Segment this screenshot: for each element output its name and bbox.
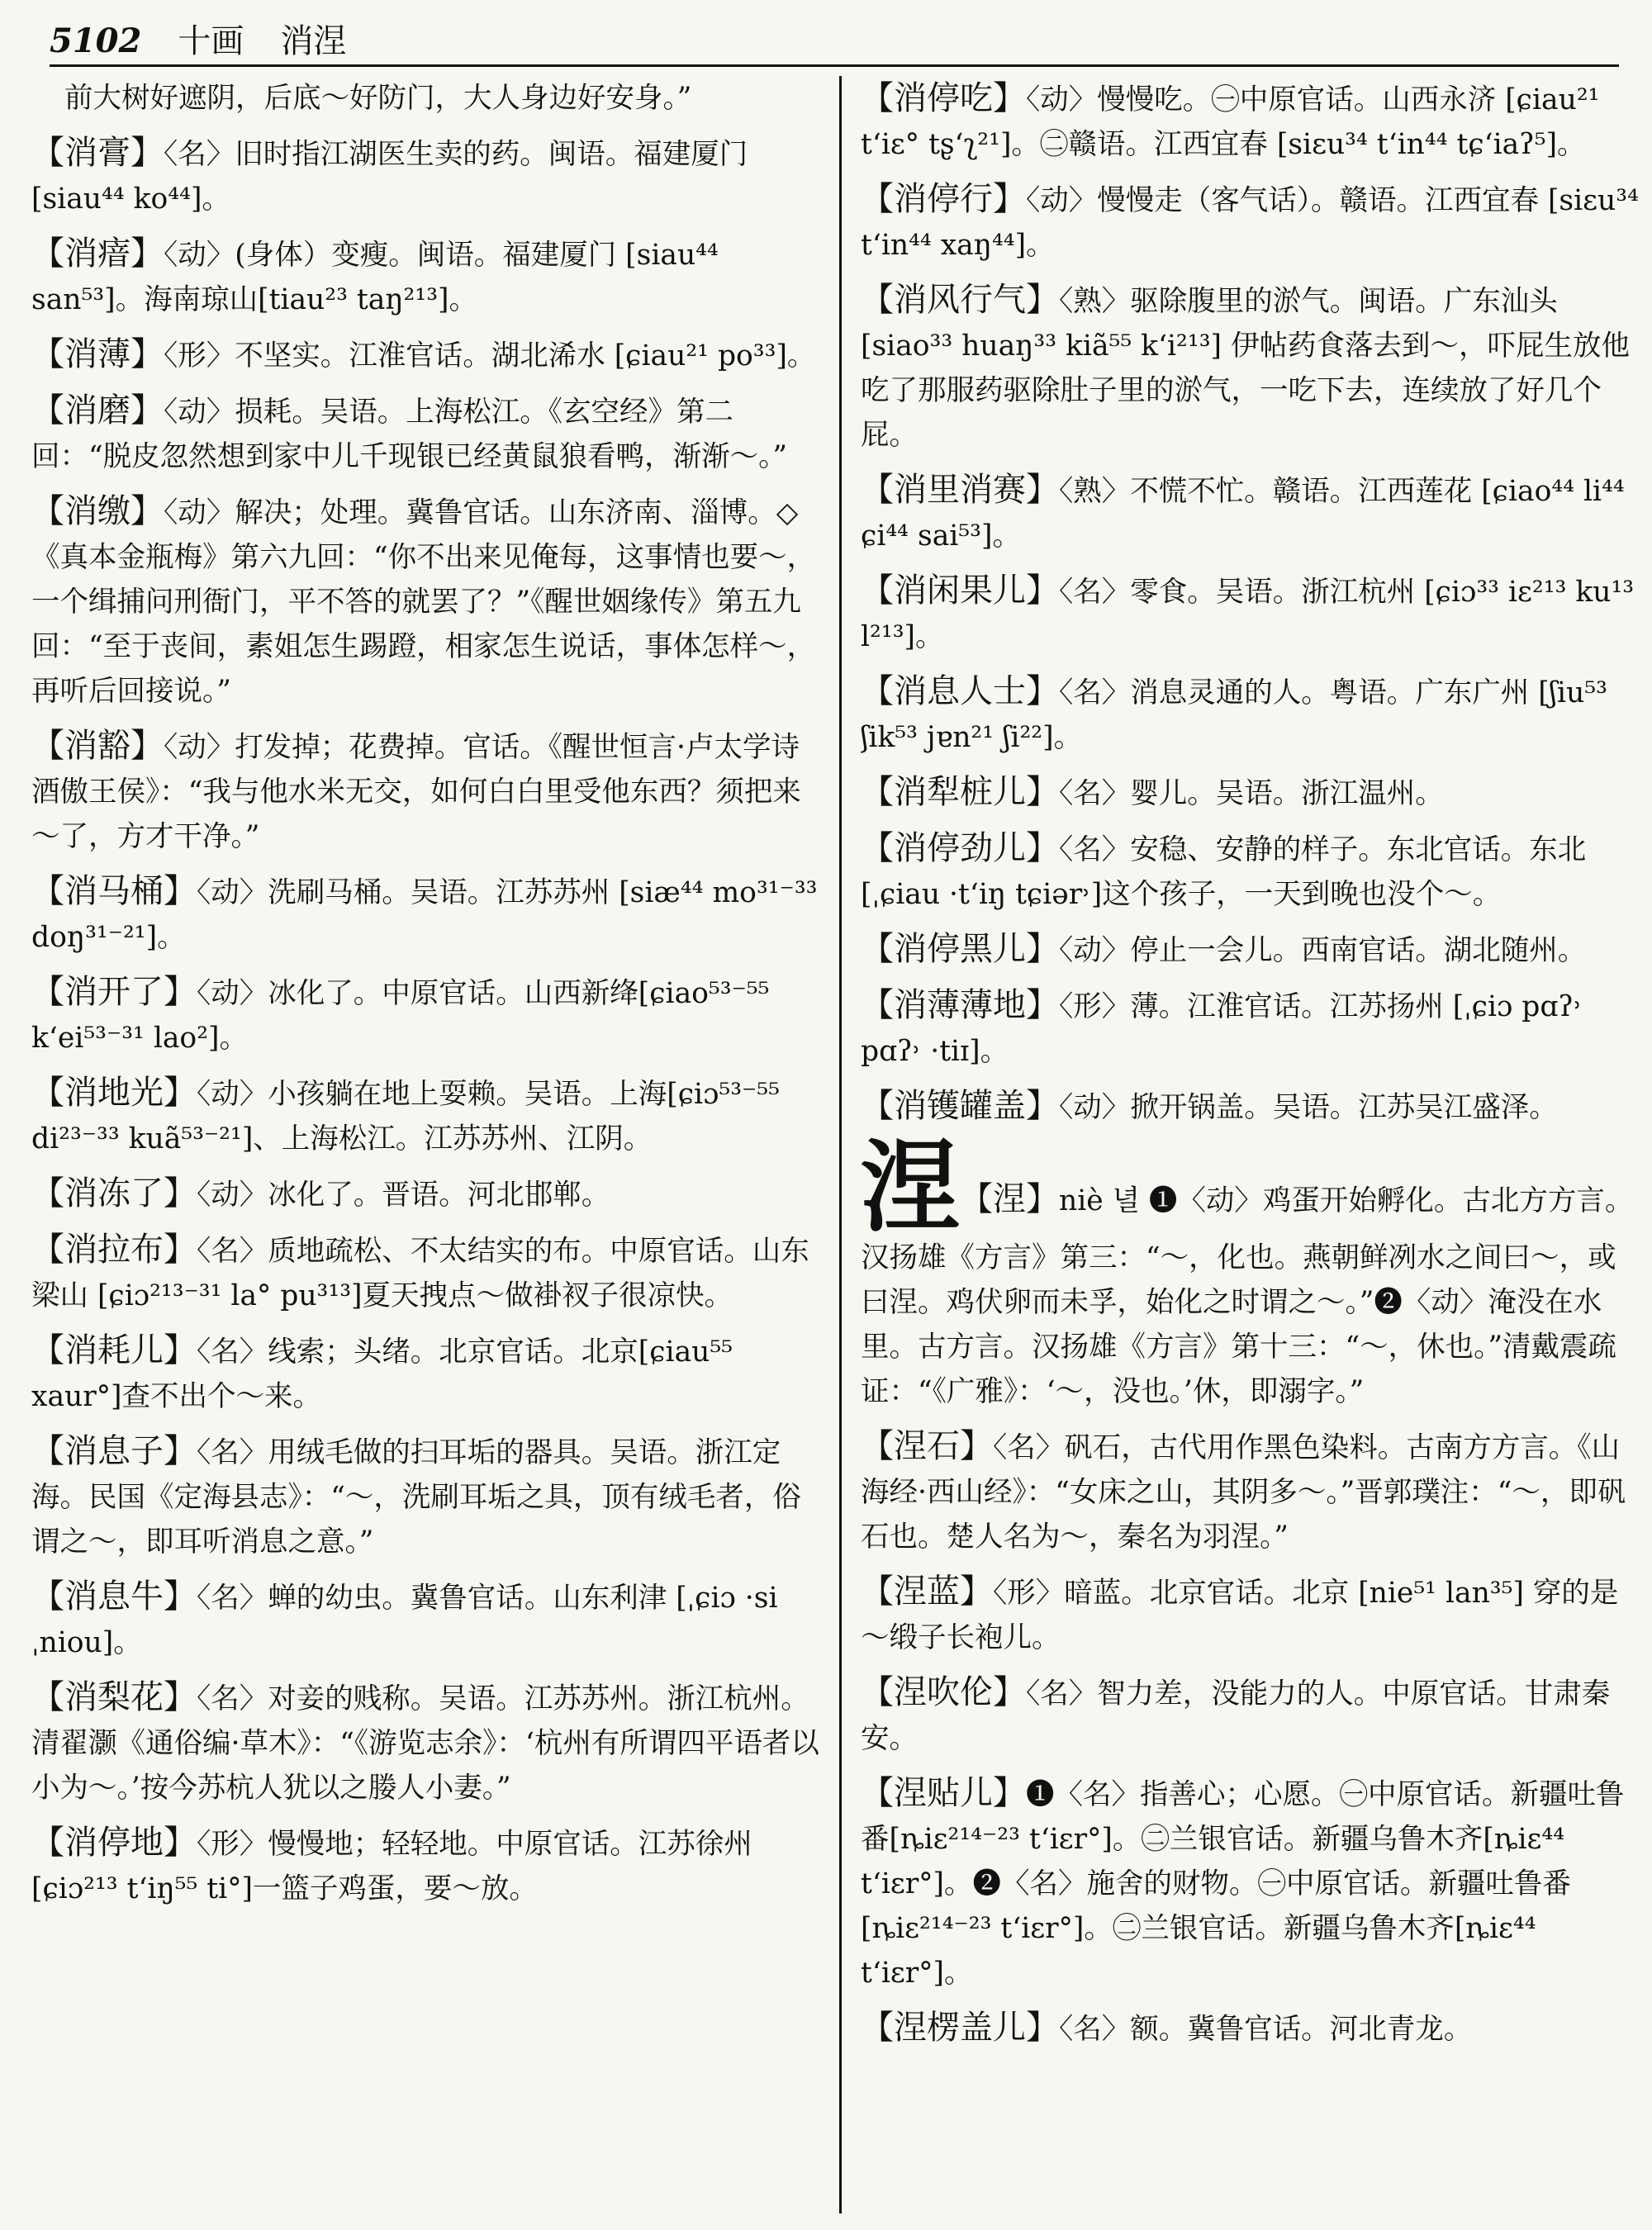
entry-headword: 【消停黑儿】 bbox=[861, 930, 1059, 968]
dictionary-entry bbox=[861, 927, 1640, 973]
dictionary-entry bbox=[861, 1129, 1640, 1414]
entry-headword: 【消磨】 bbox=[31, 391, 164, 429]
entry-definition: 〈形〉暗蓝。北京官话。北京 [nie⁵¹ lan³⁵] 穿的是～缎子长袍儿。 bbox=[861, 1577, 1619, 1654]
entry-headword: 【消停地】 bbox=[31, 1824, 197, 1862]
entry-headword: 【涅石】 bbox=[861, 1427, 993, 1465]
dictionary-entry bbox=[31, 1820, 824, 1911]
entry-definition: 〈动〉打发掉；花费掉。官话。《醒世恒言·卢太学诗酒傲王侯》：“我与他水米无交，如何白白里受他东西？须把来～了，方才干净。” bbox=[31, 731, 801, 853]
entry-definition: 〈名〉安稳、安静的样子。东北官话。东北[ˌɕiau ·t‘iŋ tɕiər˒]这个孩子，一天到晚也没个～。 bbox=[861, 833, 1587, 911]
dictionary-entry bbox=[861, 278, 1640, 458]
entry-headword: 【消闲果儿】 bbox=[861, 572, 1059, 610]
character-heading: 涅 bbox=[861, 1129, 960, 1245]
entry-headword: 【消膏】 bbox=[31, 134, 164, 172]
dictionary-entry bbox=[31, 388, 824, 479]
entry-headword: 【消瘖】 bbox=[31, 235, 164, 273]
dictionary-entry bbox=[31, 1070, 824, 1161]
entry-definition: 〈动〉小孩躺在地上耍赖。吴语。上海[ɕiɔ⁵³⁻⁵⁵ di²³⁻³³ kuã⁵³⁻²¹]、上海松江。江苏苏州、江阴。 bbox=[31, 1078, 780, 1155]
dictionary-entry bbox=[31, 1675, 824, 1810]
entry-headword: 【消耗儿】 bbox=[31, 1331, 197, 1369]
dictionary-entry bbox=[31, 1574, 824, 1665]
entry-definition: 〈动〉慢慢走（客气话）。赣语。江西宜春 [siɛu³⁴ t‘in⁴⁴ xaŋ⁴⁴]。 bbox=[861, 184, 1639, 262]
entry-headword: 【涅蓝】 bbox=[861, 1573, 993, 1611]
entry-headword: 【消风行气】 bbox=[861, 281, 1059, 319]
entry-definition: 〈动〉慢慢吃。㊀中原官话。山西永济 [ɕiau²¹ t‘iɛ° tʂ‘ʅ²¹]。㊁赣语。江西宜春 [siɛu³⁴ t‘in⁴⁴ tɕ‘iaʔ⁵]。 bbox=[861, 83, 1600, 161]
dictionary-entry bbox=[861, 669, 1640, 760]
entry-definition: 〈形〉薄。江淮官话。江苏扬州 [ˌɕiɔ pɑʔ˒ pɑʔ˒ ·tiɪ]。 bbox=[861, 990, 1583, 1068]
dictionary-entry bbox=[31, 231, 824, 322]
entry-definition: 〈名〉旧时指江湖医生卖的药。闽语。福建厦门 [siau⁴⁴ ko⁴⁴]。 bbox=[31, 138, 748, 216]
entry-headword: 【消开了】 bbox=[31, 973, 197, 1011]
entry-headword: 【消薄薄地】 bbox=[861, 986, 1059, 1024]
entry-headword: 【消里消赛】 bbox=[861, 471, 1059, 509]
dictionary-entry bbox=[861, 770, 1640, 816]
entry-definition: 〈熟〉不慌不忙。赣语。江西莲花 [ɕiao⁴⁴ li⁴⁴ ɕi⁴⁴ sai⁵³]。 bbox=[861, 475, 1625, 553]
right-column bbox=[861, 76, 1640, 2213]
entry-definition: 前大树好遮阴，后底～好防门，大人身边好安身。” bbox=[64, 82, 692, 115]
dictionary-entry bbox=[861, 76, 1640, 167]
entry-headword: 【涅贴儿】 bbox=[861, 1774, 1026, 1812]
dictionary-entry bbox=[31, 724, 824, 859]
entry-definition: 〈名〉智力差，没能力的人。中原官话。甘肃秦安。 bbox=[861, 1677, 1611, 1755]
entry-headword: 【涅】 bbox=[960, 1180, 1059, 1218]
section-label: 十画 bbox=[178, 22, 244, 60]
entry-definition: 〈名〉零食。吴语。浙江杭州 [ɕiɔ³³ iɛ²¹³ ku¹³ l²¹³]。 bbox=[861, 576, 1635, 653]
entry-definition: 〈形〉慢慢地；轻轻地。中原官话。江苏徐州[ɕiɔ²¹³ t‘iŋ⁵⁵ ti°]一篮子鸡蛋，要～放。 bbox=[31, 1828, 752, 1905]
dictionary-entry bbox=[861, 177, 1640, 268]
entry-definition: 〈名〉矾石，古代用作黑色染料。古南方方言。《山海经·西山经》：“女床之山，其阴多～。”晋郭璞注：“～，即矾石也。楚人名为～，秦名为羽涅。” bbox=[861, 1431, 1626, 1554]
dictionary-entry bbox=[861, 2005, 1640, 2052]
dictionary-entry bbox=[31, 130, 824, 221]
entry-definition: 〈形〉不坚实。江淮官话。湖北浠水 [ɕiau²¹ po³³]。 bbox=[164, 339, 816, 372]
entry-definition: 〈名〉线索；头绪。北京官话。北京[ɕiau⁵⁵ xaur°]查不出个～来。 bbox=[31, 1336, 733, 1413]
entry-headword: 【消停劲儿】 bbox=[861, 829, 1059, 867]
entry-definition: niè 녈 ❶〈动〉鸡蛋开始孵化。古北方方言。汉扬雄《方言》第三：“～，化也。燕朝鲜冽水之间曰～，或曰涅。鸡伏卵而未孚，始化之时谓之～。”❷〈动〉淹没在水里。古方言。汉扬雄《方言》第十三：“～，休也。”清戴震疏证：“《广雅》：‘～，没也。’休，即溺字。” bbox=[861, 1184, 1634, 1408]
dictionary-entry bbox=[861, 467, 1640, 558]
entry-headword: 【涅吹伦】 bbox=[861, 1673, 1026, 1711]
entry-definition: 〈名〉蝉的幼虫。冀鲁官话。山东利津 [ˌɕiɔ ·si ˌniou]。 bbox=[31, 1582, 778, 1659]
entry-definition: 〈动〉洗刷马桶。吴语。江苏苏州 [siæ⁴⁴ mo³¹⁻³³ doŋ³¹⁻²¹]。 bbox=[31, 876, 818, 954]
entry-headword: 【消息子】 bbox=[31, 1432, 197, 1470]
page-number: 5102 bbox=[50, 21, 142, 60]
entry-definition: 〈动〉冰化了。中原官话。山西新绛[ɕiao⁵³⁻⁵⁵ k‘ei⁵³⁻³¹ lao²]。 bbox=[31, 977, 770, 1055]
entry-headword: 【消冻了】 bbox=[31, 1174, 197, 1212]
dictionary-entry bbox=[31, 489, 824, 714]
dictionary-entry bbox=[861, 1569, 1640, 1660]
entry-definition: 〈动〉解决；处理。冀鲁官话。山东济南、淄博。◇《真本金瓶梅》第六九回：“你不出来见俺每，这事情也要～，一个缉捕问刑衙门，平不答的就罢了？”《醒世姻缘传》第五九回：“至于丧间，素姐怎生踢蹬，相家怎生说话，事体怎样～，再听后回接说。” bbox=[31, 496, 816, 708]
entry-definition: 〈名〉质地疏松、不太结实的布。中原官话。山东梁山 [ɕiɔ²¹³⁻³¹ la° pu³¹³]夏天拽点～做褂衩子很凉快。 bbox=[31, 1235, 809, 1312]
page-header bbox=[50, 13, 1619, 67]
entry-definition: 〈动〉掀开锅盖。吴语。江苏吴江盛泽。 bbox=[1059, 1091, 1558, 1124]
dictionary-entry bbox=[861, 1670, 1640, 1761]
entry-headword: 【消停行】 bbox=[861, 180, 1026, 218]
entry-definition: 〈名〉婴儿。吴语。浙江温州。 bbox=[1059, 777, 1444, 810]
entry-definition: 〈名〉对妾的贱称。吴语。江苏苏州。浙江杭州。清翟灏《通俗编·草木》：“《游览志余》：‘杭州有所谓四平语者以小为～。’按今苏杭人犹以之媵人小妻。” bbox=[31, 1682, 819, 1805]
dictionary-entry bbox=[861, 1424, 1640, 1559]
entry-headword: 【消豁】 bbox=[31, 727, 164, 765]
entry-headword: 【消拉布】 bbox=[31, 1231, 197, 1269]
dictionary-entry bbox=[861, 568, 1640, 659]
entry-headword: 【消镬罐盖】 bbox=[861, 1087, 1059, 1125]
entry-headword: 【消停吃】 bbox=[861, 79, 1026, 117]
entry-headword: 【消缴】 bbox=[31, 492, 164, 530]
entry-definition: ❶〈名〉指善心；心愿。㊀中原官话。新疆吐鲁番[ȵiɛ²¹⁴⁻²³ t‘iɛr°]。㊁兰银官话。新疆乌鲁木齐[ȵiɛ⁴⁴ t‘iɛr°]。❷〈名〉施舍的财物。㊀中原官话。新疆吐鲁番[ȵiɛ²¹⁴⁻²³ t‘iɛr°]。㊁兰银官话。新疆乌鲁木齐[ȵiɛ⁴⁴ t‘iɛr°]。 bbox=[861, 1778, 1625, 1990]
dictionary-entry bbox=[861, 1084, 1640, 1130]
dictionary-entry bbox=[31, 1227, 824, 1318]
dictionary-entry bbox=[31, 869, 824, 960]
dictionary-entry bbox=[861, 826, 1640, 917]
dictionary-entry bbox=[31, 332, 824, 378]
entry-headword: 【涅楞盖儿】 bbox=[861, 2009, 1059, 2047]
entry-headword: 【消息牛】 bbox=[31, 1578, 197, 1616]
dictionary-entry bbox=[31, 76, 824, 121]
dictionary-entry bbox=[861, 983, 1640, 1074]
entry-definition: 〈动〉损耗。吴语。上海松江。《玄空经》第二回：“脱皮忽然想到家中儿千现银已经黄鼠狼看鸭，渐渐～。” bbox=[31, 396, 788, 473]
entry-headword: 【消薄】 bbox=[31, 335, 164, 373]
entry-headword: 【消梨花】 bbox=[31, 1678, 197, 1716]
entry-definition: 〈名〉消息灵通的人。粤语。广东广州 [ʃiu⁵³ ʃik⁵³ jɐn²¹ ʃi²²]。 bbox=[861, 676, 1607, 754]
dictionary-entry bbox=[31, 1328, 824, 1419]
column-divider bbox=[839, 76, 842, 2213]
entry-definition: 〈动〉(身体）变瘦。闽语。福建厦门 [siau⁴⁴ san⁵³]。海南琼山[tiau²³ taŋ²¹³]。 bbox=[31, 239, 719, 316]
heading-chars: 消涅 bbox=[280, 22, 347, 60]
entry-headword: 【消息人士】 bbox=[861, 672, 1059, 710]
dictionary-entry bbox=[31, 1429, 824, 1564]
dictionary-entry bbox=[31, 970, 824, 1060]
entry-headword: 【消犁桩儿】 bbox=[861, 773, 1059, 811]
dictionary-entry bbox=[31, 1171, 824, 1217]
entry-definition: 〈动〉停止一会儿。西南官话。湖北随州。 bbox=[1059, 934, 1587, 967]
entry-headword: 【消马桶】 bbox=[31, 872, 197, 910]
left-column bbox=[31, 76, 824, 2213]
entry-definition: 〈熟〉驱除腹里的淤气。闽语。广东汕头 [siao³³ huaŋ³³ kiã⁵⁵ k‘i²¹³] 伊帖药食落去到～，吓屁生放他吃了那服药驱除肚子里的淤气，一吃下去，连续放了好几个屁。 bbox=[861, 285, 1630, 452]
entry-definition: 〈名〉额。冀鲁官话。河北青龙。 bbox=[1059, 2013, 1473, 2046]
dictionary-entry bbox=[861, 1771, 1640, 1995]
entry-definition: 〈名〉用绒毛做的扫耳垢的器具。吴语。浙江定海。民国《定海县志》：“～，洗刷耳垢之具，顶有绒毛者，俗谓之～，即耳听消息之意。” bbox=[31, 1436, 801, 1559]
entry-definition: 〈动〉冰化了。晋语。河北邯郸。 bbox=[197, 1179, 610, 1212]
entry-headword: 【消地光】 bbox=[31, 1074, 197, 1112]
